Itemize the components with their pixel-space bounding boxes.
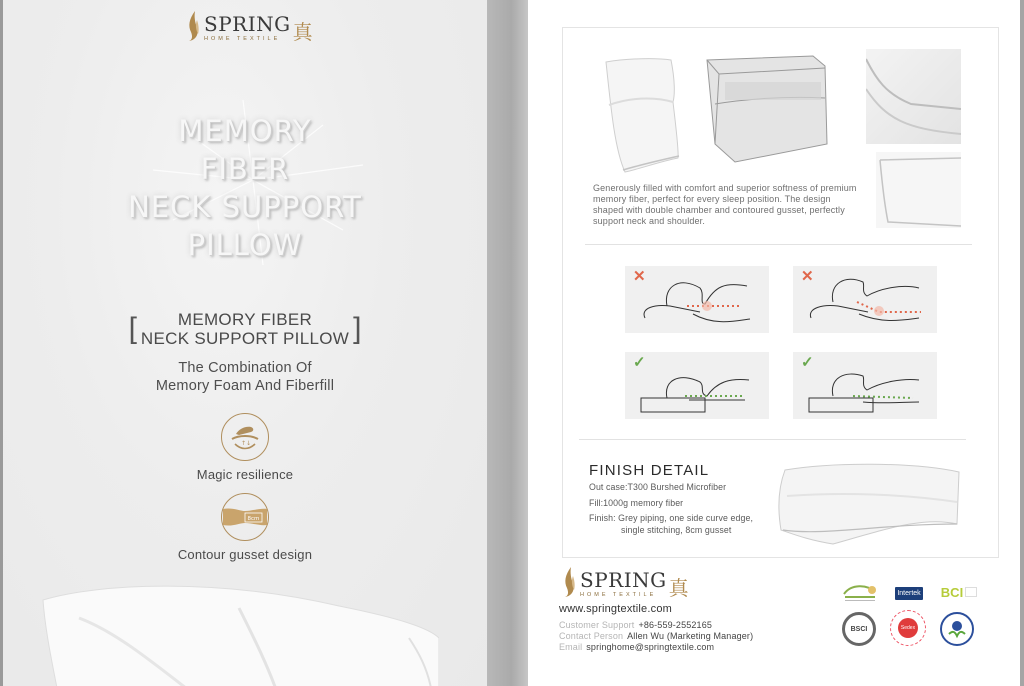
check-icon: ✓ — [633, 354, 646, 371]
brand-name: SPRING — [580, 568, 667, 592]
flame-logo-icon — [562, 566, 578, 598]
feature-label: Magic resilience — [196, 467, 294, 482]
contact-email — [559, 642, 714, 653]
feature-label: Contour gusset design — [177, 547, 313, 562]
oeko-tex-badge-icon — [841, 582, 879, 604]
website-link[interactable]: www.springtextile.com — [559, 603, 673, 615]
sleep-diagram-correct-side — [793, 352, 937, 419]
sleep-diagram-wrong-back — [625, 266, 769, 333]
brand-chinese-char: 真 — [668, 576, 689, 600]
combination-line: Memory Foam And Fiberfill — [155, 378, 335, 394]
flame-logo-icon — [186, 10, 202, 42]
gusset-closeup-photo — [876, 152, 961, 228]
sedex-text: Sedex — [898, 618, 918, 638]
intertek-badge-icon — [894, 583, 924, 603]
sedex-badge-icon — [890, 610, 926, 646]
svg-text:↑↓: ↑↓ — [241, 440, 252, 447]
brand-name: SPRING — [204, 12, 291, 36]
hero-title — [3, 112, 487, 264]
product-description: Generously filled with comfort and superior softness of premium memory fiber, perfect for every sleep position. The design shaped with double chamber and contoured gusset, perfectly support neck and shoulder. — [593, 183, 857, 226]
brand-chinese-char: 真 — [292, 20, 313, 44]
feature-contour-gusset — [3, 493, 487, 562]
wrong-x-icon: ✕ — [633, 268, 646, 285]
section-divider — [579, 439, 966, 440]
product-subtitle — [141, 310, 349, 348]
epa-badge-icon — [940, 612, 974, 646]
feature-magic-resilience — [3, 413, 487, 482]
section-divider — [585, 244, 972, 245]
hero-title-line: PILLOW — [187, 228, 303, 262]
contact-person — [559, 631, 753, 642]
gusset-icon — [221, 493, 269, 541]
pillow-photo — [39, 578, 439, 686]
finish-detail-title: FINISH DETAIL — [589, 462, 710, 479]
contact-label: Email — [559, 642, 583, 652]
finished-pillow-photo — [773, 456, 963, 548]
product-subtitle-block — [3, 309, 487, 395]
page-gutter — [487, 0, 528, 686]
bracket-left: [ — [128, 312, 137, 345]
combination-text — [3, 359, 487, 395]
page-edge-right — [1020, 0, 1024, 686]
contact-label: Customer Support — [559, 620, 635, 630]
hand-press-icon — [221, 413, 269, 461]
contact-email-address[interactable]: springhome@springtextile.com — [586, 642, 715, 652]
intertek-text: Intertek — [895, 587, 922, 600]
hero-title-line: MEMORY — [178, 114, 312, 148]
brand-subtitle: HOME TEXTILE — [580, 592, 657, 598]
product-detail-panel — [562, 27, 999, 558]
bci-badge-icon — [939, 583, 979, 601]
bsci-badge-icon — [842, 612, 876, 646]
pillow-cutaway-diagram — [705, 54, 835, 169]
bsci-text: BSCI — [850, 625, 868, 633]
finish-fill: Fill:1000g memory fiber — [589, 498, 684, 508]
right-page — [528, 0, 1020, 686]
piping-closeup-photo — [866, 49, 961, 144]
hero-title-line: FIBER — [200, 152, 290, 186]
subtitle-line: NECK SUPPORT PILLOW — [140, 329, 350, 348]
gusset-size-text: 8cm — [247, 516, 260, 522]
check-icon: ✓ — [801, 354, 814, 371]
left-page — [3, 0, 487, 686]
wrong-x-icon: ✕ — [801, 268, 814, 285]
bracket-right: ] — [353, 312, 362, 345]
finish-details-line2: single stitching, 8cm gusset — [621, 525, 732, 535]
sleep-diagram-wrong-side — [793, 266, 937, 333]
finish-details-line1: Finish: Grey piping, one side curve edge, — [589, 513, 753, 523]
contact-phone[interactable]: +86-559-2552165 — [638, 620, 713, 630]
brand-subtitle: HOME TEXTILE — [204, 36, 281, 42]
brand-logo — [186, 10, 313, 42]
sleep-diagram-correct-back — [625, 352, 769, 419]
hero-title-line: NECK SUPPORT — [128, 190, 362, 224]
combination-line: The Combination Of — [178, 360, 312, 376]
bci-text: BCI — [940, 584, 964, 600]
footer-brand-logo — [562, 566, 689, 598]
pillow-photo-main — [603, 50, 713, 175]
contact-label: Contact Person — [559, 631, 624, 641]
finish-outcase: Out case:T300 Burshed Microfiber — [589, 482, 727, 492]
contact-name: Allen Wu (Marketing Manager) — [627, 631, 754, 641]
contact-customer-support — [559, 620, 712, 631]
subtitle-line: MEMORY FIBER — [177, 310, 313, 329]
